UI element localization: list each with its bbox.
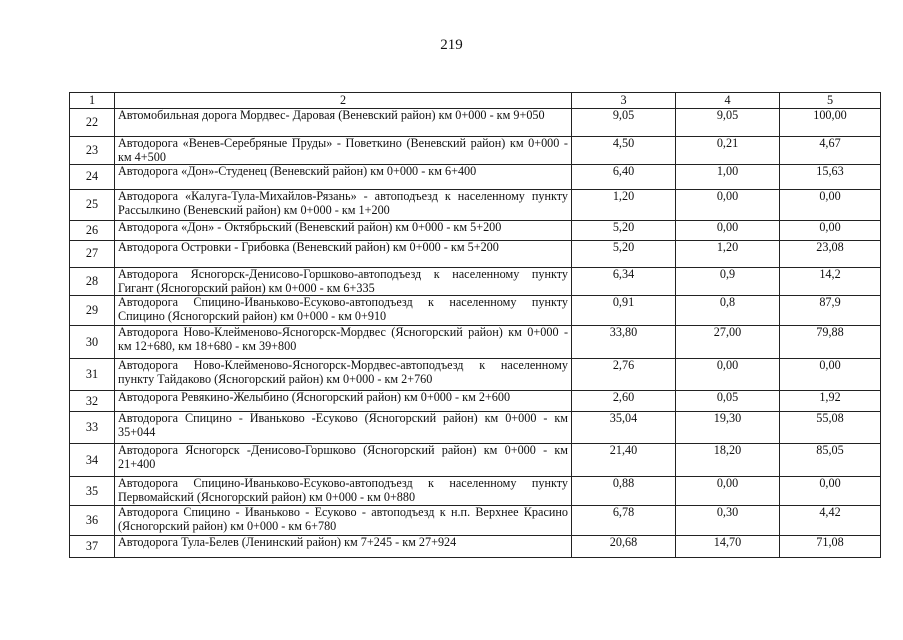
- table-row: [70, 109, 881, 137]
- row-number-cell: 36: [70, 506, 115, 536]
- header-cell-3: 3: [572, 93, 676, 109]
- road-name-cell: Автодорога «Венев-Серебряные Пруды» - Поветкино (Веневский район) км 0+000 - км 4+500: [115, 137, 572, 165]
- road-name-cell: Автомобильная дорога Мордвес- Даровая (Веневский район) км 0+000 - км 9+050: [115, 109, 572, 137]
- value-cell-3: 2,60: [572, 391, 676, 412]
- road-name-cell: Автодорога Спицино-Иваньково-Есуково-автоподъезд к населенному пункту Спицино (Ясногорский район) км 0+000 - км 0+910: [115, 296, 572, 326]
- value-cell-4: 1,00: [676, 165, 780, 190]
- value-cell-3: 2,76: [572, 359, 676, 391]
- value-cell-4: 27,00: [676, 326, 780, 359]
- road-name-cell: Автодорога Спицино - Иваньково -Есуково (Ясногорский район) км 0+000 - км 35+044: [115, 412, 572, 444]
- table-row: [70, 190, 881, 221]
- value-cell-5: 14,2: [780, 268, 881, 296]
- road-name-cell: Автодорога «Дон»-Студенец (Веневский район) км 0+000 - км 6+400: [115, 165, 572, 190]
- page-number: 219: [440, 37, 463, 53]
- roads-table: [69, 92, 881, 558]
- value-cell-5: 0,00: [780, 190, 881, 221]
- road-name-cell: Автодорога «Дон» - Октябрьский (Веневский район) км 0+000 - км 5+200: [115, 221, 572, 241]
- row-number-cell: 37: [70, 536, 115, 558]
- value-cell-3: 21,40: [572, 444, 676, 477]
- value-cell-5: 1,92: [780, 391, 881, 412]
- road-name-cell: Автодорога Тула-Белев (Ленинский район) км 7+245 - км 27+924: [115, 536, 572, 558]
- table-row: [70, 536, 881, 558]
- value-cell-3: 33,80: [572, 326, 676, 359]
- value-cell-3: 4,50: [572, 137, 676, 165]
- value-cell-3: 1,20: [572, 190, 676, 221]
- table-row: [70, 268, 881, 296]
- value-cell-5: 79,88: [780, 326, 881, 359]
- table-row: [70, 359, 881, 391]
- row-number-cell: 35: [70, 477, 115, 506]
- value-cell-5: 23,08: [780, 241, 881, 268]
- row-number-cell: 22: [70, 109, 115, 137]
- value-cell-5: 4,42: [780, 506, 881, 536]
- value-cell-5: 71,08: [780, 536, 881, 558]
- value-cell-3: 35,04: [572, 412, 676, 444]
- value-cell-4: 19,30: [676, 412, 780, 444]
- road-name-cell: Автодорога Ревякино-Желыбино (Ясногорский район) км 0+000 - км 2+600: [115, 391, 572, 412]
- value-cell-3: 0,88: [572, 477, 676, 506]
- table-body: [70, 93, 881, 558]
- table-row: [70, 444, 881, 477]
- table-row: [70, 296, 881, 326]
- value-cell-5: 100,00: [780, 109, 881, 137]
- value-cell-3: 5,20: [572, 241, 676, 268]
- row-number-cell: 24: [70, 165, 115, 190]
- road-name-cell: Автодорога Ясногорск -Денисово-Горшково (Ясногорский район) км 0+000 - км 21+400: [115, 444, 572, 477]
- value-cell-5: 0,00: [780, 477, 881, 506]
- value-cell-4: 0,00: [676, 221, 780, 241]
- value-cell-4: 0,05: [676, 391, 780, 412]
- value-cell-3: 5,20: [572, 221, 676, 241]
- value-cell-4: 0,00: [676, 359, 780, 391]
- header-cell-1: 1: [70, 93, 115, 109]
- table-row: [70, 326, 881, 359]
- row-number-cell: 28: [70, 268, 115, 296]
- value-cell-4: 9,05: [676, 109, 780, 137]
- row-number-cell: 26: [70, 221, 115, 241]
- value-cell-4: 14,70: [676, 536, 780, 558]
- row-number-cell: 31: [70, 359, 115, 391]
- value-cell-4: 0,00: [676, 190, 780, 221]
- value-cell-5: 0,00: [780, 359, 881, 391]
- value-cell-4: 0,00: [676, 477, 780, 506]
- table-row: [70, 165, 881, 190]
- row-number-cell: 34: [70, 444, 115, 477]
- value-cell-3: 20,68: [572, 536, 676, 558]
- value-cell-4: 0,8: [676, 296, 780, 326]
- row-number-cell: 33: [70, 412, 115, 444]
- value-cell-4: 1,20: [676, 241, 780, 268]
- header-cell-2: 2: [115, 93, 572, 109]
- row-number-cell: 32: [70, 391, 115, 412]
- road-name-cell: Автодорога Спицино - Иваньково - Есуково - автоподъезд к н.п. Верхнее Красино (Ясногорский район) км 0+000 - км 6+780: [115, 506, 572, 536]
- table-row: [70, 241, 881, 268]
- road-name-cell: Автодорога Островки - Грибовка (Веневский район) км 0+000 - км 5+200: [115, 241, 572, 268]
- row-number-cell: 23: [70, 137, 115, 165]
- table-header-row: [70, 93, 881, 109]
- value-cell-3: 6,34: [572, 268, 676, 296]
- value-cell-5: 55,08: [780, 412, 881, 444]
- row-number-cell: 29: [70, 296, 115, 326]
- table-row: [70, 477, 881, 506]
- value-cell-3: 9,05: [572, 109, 676, 137]
- table-row: [70, 221, 881, 241]
- value-cell-3: 6,40: [572, 165, 676, 190]
- table-row: [70, 137, 881, 165]
- row-number-cell: 30: [70, 326, 115, 359]
- value-cell-5: 0,00: [780, 221, 881, 241]
- value-cell-4: 0,21: [676, 137, 780, 165]
- road-name-cell: Автодорога «Калуга-Тула-Михайлов-Рязань» - автоподъезд к населенному пункту Рассылкино (Веневский район) км 0+000 - км 1+200: [115, 190, 572, 221]
- value-cell-5: 4,67: [780, 137, 881, 165]
- value-cell-4: 0,9: [676, 268, 780, 296]
- value-cell-5: 85,05: [780, 444, 881, 477]
- road-name-cell: Автодорога Ново-Клейменово-Ясногорск-Мордвес-автоподъезд к населенному пункту Тайдаково (Ясногорский район) км 0+000 - км 2+760: [115, 359, 572, 391]
- row-number-cell: 27: [70, 241, 115, 268]
- table-row: [70, 391, 881, 412]
- value-cell-5: 87,9: [780, 296, 881, 326]
- value-cell-5: 15,63: [780, 165, 881, 190]
- header-cell-4: 4: [676, 93, 780, 109]
- value-cell-3: 6,78: [572, 506, 676, 536]
- road-name-cell: Автодорога Ново-Клейменово-Ясногорск-Мордвес (Ясногорский район) км 0+000 - км 12+680, км 18+680 - км 39+800: [115, 326, 572, 359]
- value-cell-3: 0,91: [572, 296, 676, 326]
- row-number-cell: 25: [70, 190, 115, 221]
- road-name-cell: Автодорога Спицино-Иваньково-Есуково-автоподъезд к населенному пункту Первомайский (Ясногорский район) км 0+000 - км 0+880: [115, 477, 572, 506]
- value-cell-4: 18,20: [676, 444, 780, 477]
- table-row: [70, 506, 881, 536]
- table-row: [70, 412, 881, 444]
- road-name-cell: Автодорога Ясногорск-Денисово-Горшково-автоподъезд к населенному пункту Гигант (Ясногорский район) км 0+000 - км 6+335: [115, 268, 572, 296]
- header-cell-5: 5: [780, 93, 881, 109]
- value-cell-4: 0,30: [676, 506, 780, 536]
